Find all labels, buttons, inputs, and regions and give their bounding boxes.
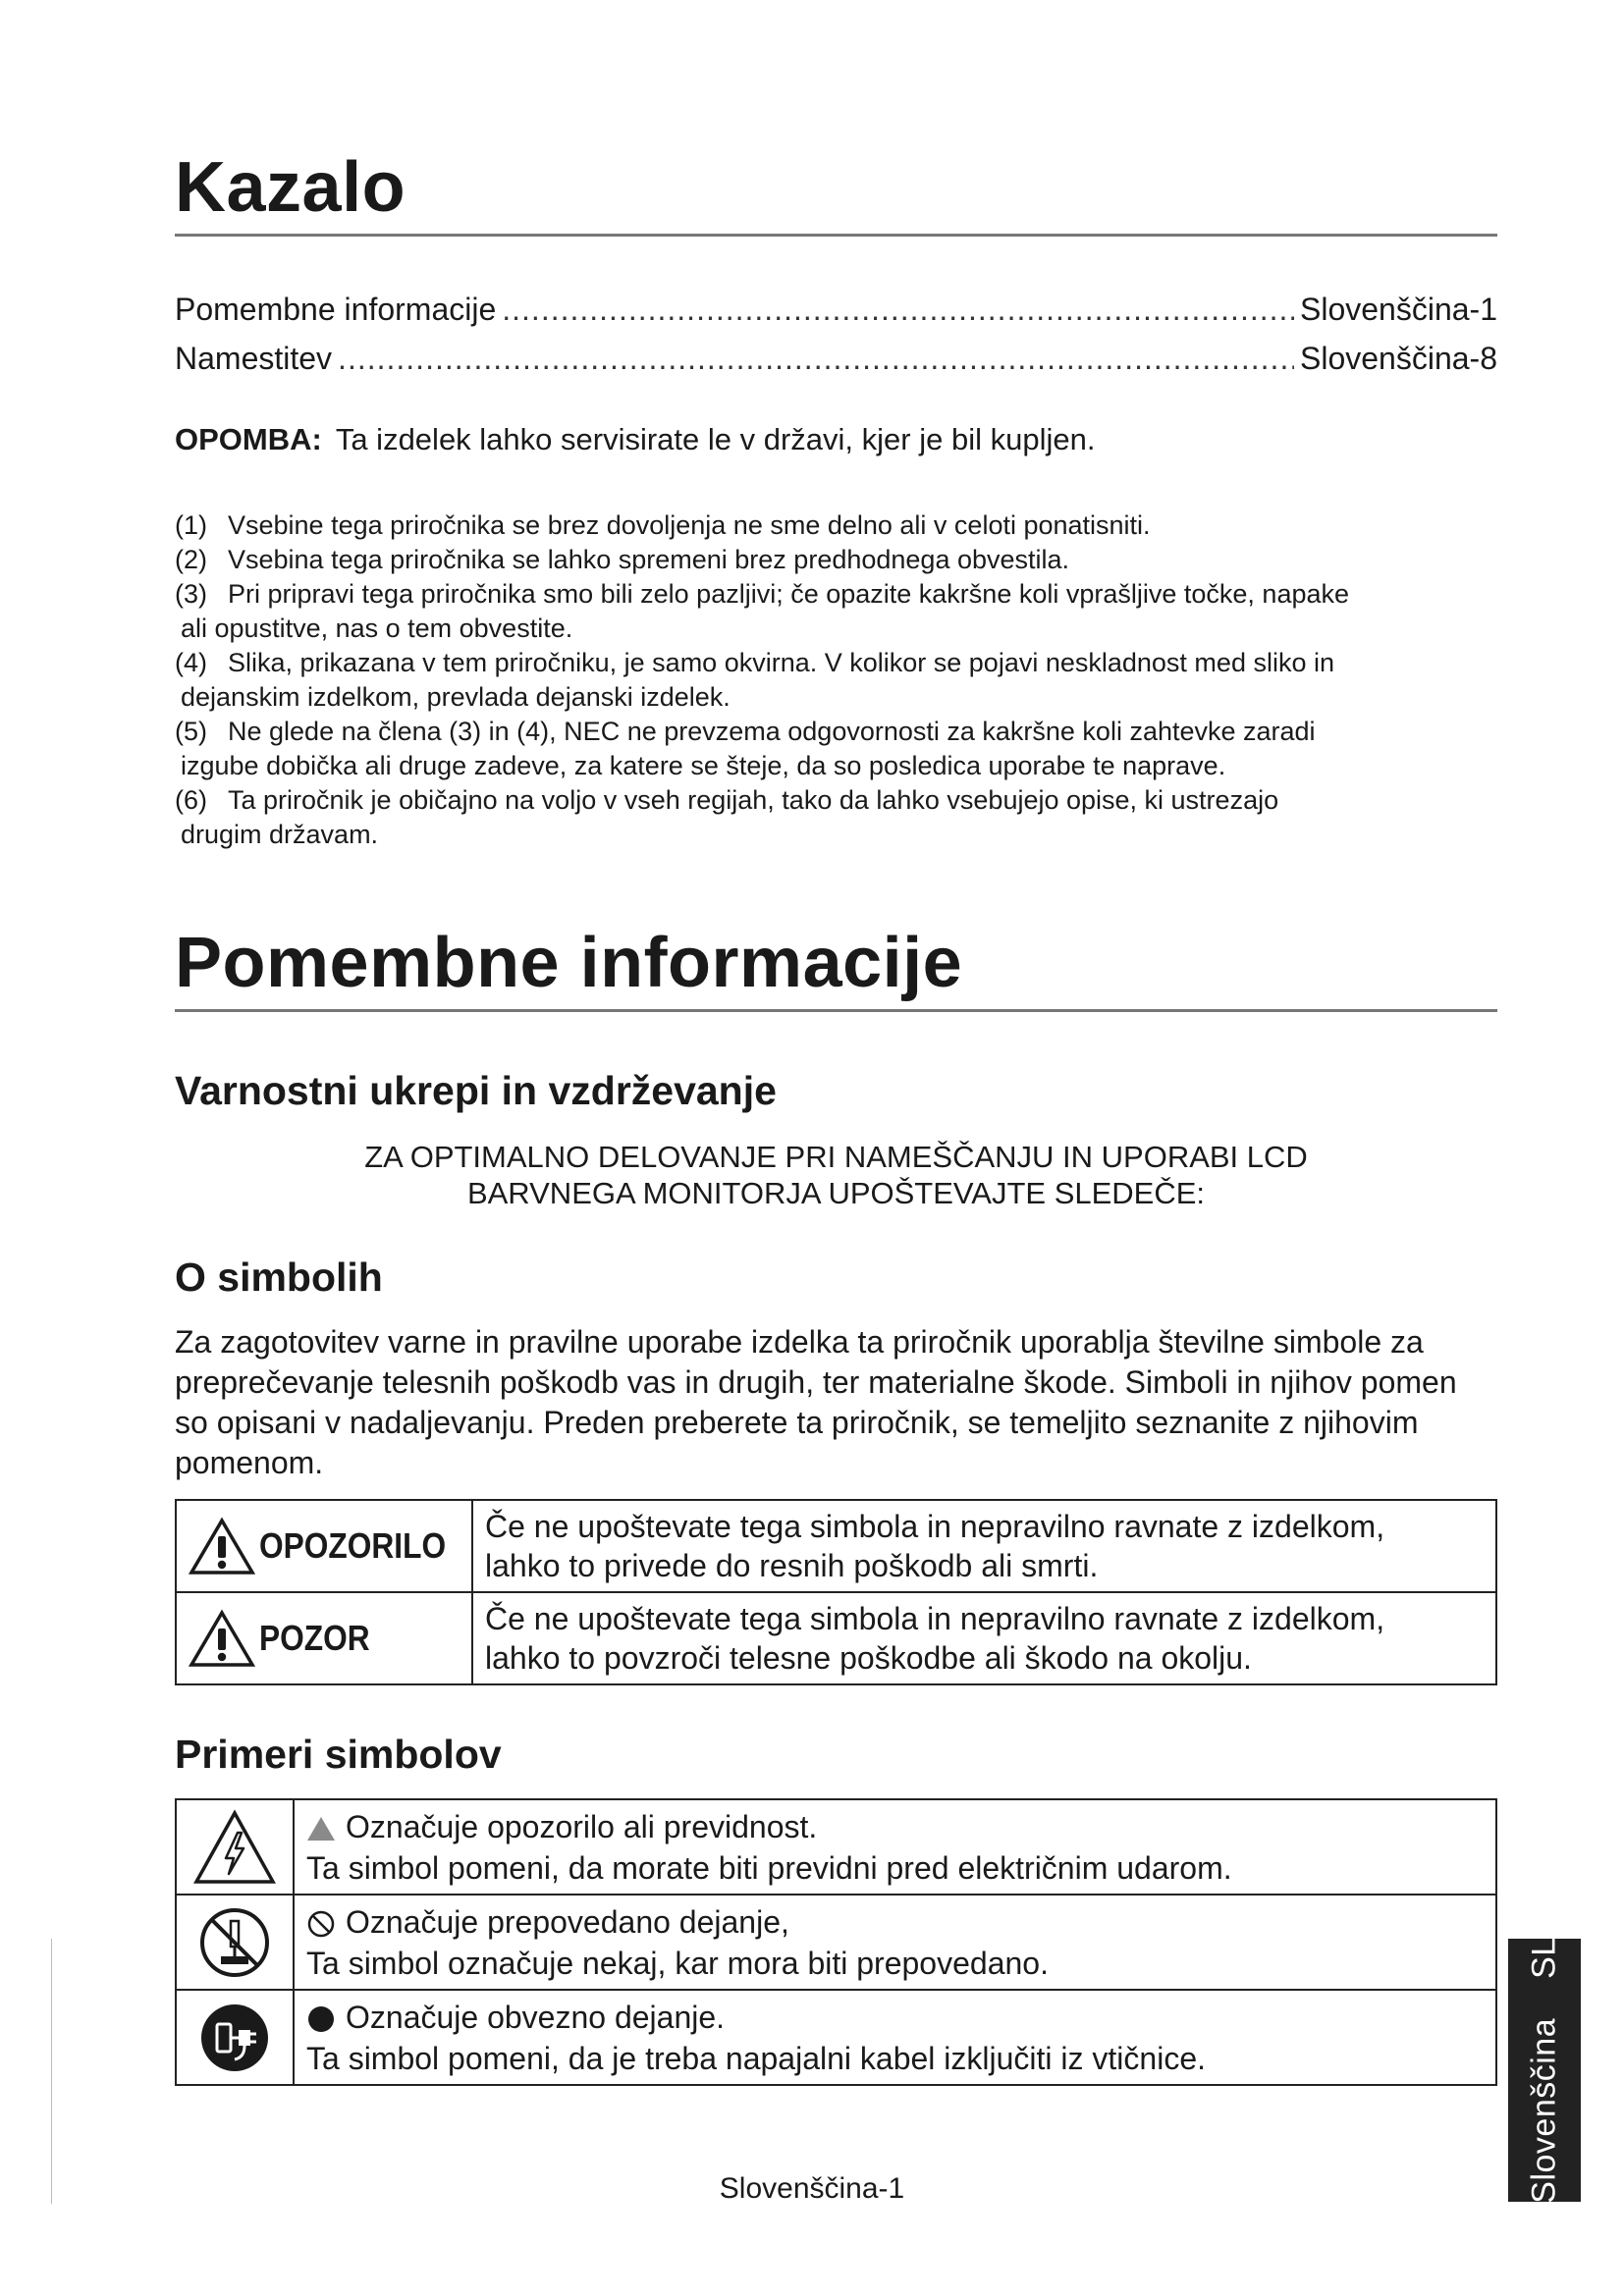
- note: [175, 422, 1095, 457]
- numbered-list: [175, 508, 1497, 852]
- symbol-explanation: Ta simbol pomeni, da morate biti previdni pred električnim udarom.: [306, 1849, 1232, 1886]
- unplug-icon: [197, 2001, 272, 2075]
- table-row: [176, 1799, 1496, 1895]
- list-text-continued: drugim državam.: [181, 820, 379, 849]
- list-item: [175, 543, 1497, 577]
- symbol-description: [294, 1990, 1496, 2085]
- safety-notice: [175, 1139, 1497, 1211]
- symbols-paragraph: Za zagotovitev varne in pravilne uporabe izdelka ta priročnik uporablja številne simbole za preprečevanje telesnih poškodb vas in drugih, ter materialne škode. Simboli in njihov pomen so opisani v nadaljevanju. Preden preberete ta priročnik, se temeljito seznanite z njihovim pomenom.: [175, 1324, 1457, 1480]
- symbol-explanation: Ta simbol označuje nekaj, kar mora biti prepovedano.: [306, 1945, 1049, 1981]
- symbol-explanation: Ta simbol pomeni, da je treba napajalni kabel izključiti iz vtičnice.: [306, 2040, 1206, 2076]
- subsection-title-symbols: O simbolih: [175, 1255, 383, 1300]
- margin-line: [51, 1939, 52, 2204]
- symbol-meaning: Označuje opozorilo ali previdnost.: [346, 1808, 818, 1844]
- list-number: (4): [175, 648, 207, 677]
- safety-notice-line: ZA OPTIMALNO DELOVANJE PRI NAMEŠČANJU IN UPORABI LCD: [364, 1140, 1308, 1174]
- toc-entry-page: Slovenščina-1: [1300, 292, 1497, 327]
- symbol-examples-table: [175, 1798, 1497, 2086]
- filled-circle-icon: [306, 2004, 336, 2034]
- list-text: Ne glede na člena (3) in (4), NEC ne prevzema odgovornosti za kakršne koli zahtevke zaradi: [228, 717, 1316, 746]
- warning-description-line: Če ne upoštevate tega simbola in nepravilno ravnate z izdelkom,: [485, 1509, 1385, 1544]
- symbol-meaning: Označuje prepovedano dejanje,: [346, 1903, 789, 1940]
- list-number: (3): [175, 579, 207, 609]
- symbol-description: [294, 1895, 1496, 1990]
- toc-entry-page: Slovenščina-8: [1300, 341, 1497, 376]
- warning-triangle-icon: [189, 1517, 255, 1575]
- toc-entry[interactable]: [175, 341, 1497, 390]
- list-item: [175, 783, 1497, 852]
- warning-description-line: Če ne upoštevate tega simbola in nepravilno ravnate z izdelkom,: [485, 1601, 1385, 1636]
- list-text-continued: izgube dobička ali druge zadeve, za katere se šteje, da so posledica uporabe te naprave.: [181, 751, 1226, 780]
- list-text: Pri pripravi tega priročnika smo bili zelo pazljivi; če opazite kakršne koli vprašljive točke, napake: [228, 579, 1350, 609]
- warning-triangle-icon: [189, 1609, 255, 1668]
- symbol-icon-cell: [176, 1990, 294, 2085]
- toc-leader-dots: [502, 292, 1294, 328]
- table-row: [176, 1895, 1496, 1990]
- toc-leader-dots: [338, 341, 1294, 377]
- warning-label-cell: [176, 1592, 472, 1684]
- list-item: [175, 508, 1497, 543]
- list-number: (6): [175, 785, 207, 815]
- warning-label-cell: [176, 1500, 472, 1592]
- note-text: Ta izdelek lahko servisirate le v državi, kjer je bil kupljen.: [335, 422, 1096, 456]
- list-text: Vsebina tega priročnika se lahko spremeni brez predhodnega obvestila.: [228, 545, 1070, 574]
- symbol-description: [294, 1799, 1496, 1895]
- safety-notice-line: BARVNEGA MONITORJA UPOŠTEVAJTE SLEDEČE:: [466, 1176, 1206, 1210]
- table-row: [176, 1592, 1496, 1684]
- toc-entry-label: Pomembne informacije: [175, 292, 497, 327]
- prohibition-icon: [306, 1909, 336, 1939]
- page-footer: Slovenščina-1: [719, 2172, 905, 2205]
- subsection-title-safety: Varnostni ukrepi in vzdrževanje: [175, 1068, 777, 1113]
- electric-shock-icon: [192, 1809, 277, 1886]
- toc-entry[interactable]: [175, 292, 1497, 341]
- warning-description: [472, 1592, 1496, 1684]
- table-of-contents: [175, 292, 1497, 390]
- toc-entry-label: Namestitev: [175, 341, 333, 376]
- no-disassembly-icon: [197, 1905, 272, 1980]
- table-row: [176, 1990, 1496, 2085]
- warning-description-line: lahko to privede do resnih poškodb ali smrti.: [485, 1548, 1099, 1583]
- list-text: Ta priročnik je običajno na voljo v vseh regijah, tako da lahko vsebujejo opise, ki ustrezajo: [228, 785, 1279, 815]
- toc-title: Kazalo: [175, 147, 1497, 237]
- caution-label: POZOR: [259, 1618, 370, 1658]
- symbol-icon-cell: [176, 1895, 294, 1990]
- list-item: [175, 577, 1497, 646]
- symbol-icon-cell: [176, 1799, 294, 1895]
- side-tab-language: Slovenščina: [1525, 2017, 1563, 2204]
- warning-description-line: lahko to povzroči telesne poškodbe ali škodo na okolju.: [485, 1640, 1252, 1676]
- warning-levels-table: [175, 1499, 1497, 1685]
- symbol-meaning: Označuje obvezno dejanje.: [346, 1999, 726, 2035]
- note-label: OPOMBA:: [175, 422, 322, 456]
- side-tab-code: SL: [1525, 1937, 1563, 1979]
- list-text: Vsebine tega priročnika se brez dovoljenja ne sme delno ali v celoti ponatisniti.: [228, 510, 1151, 540]
- warning-label: OPOZORILO: [259, 1525, 447, 1566]
- subsection-title-examples: Primeri simbolov: [175, 1732, 502, 1777]
- warning-description: [472, 1500, 1496, 1592]
- list-item: [175, 715, 1497, 783]
- list-text: Slika, prikazana v tem priročniku, je samo okvirna. V kolikor se pojavi neskladnost med sliko in: [228, 648, 1334, 677]
- list-text-continued: dejanskim izdelkom, prevlada dejanski izdelek.: [181, 682, 731, 712]
- list-number: (5): [175, 717, 207, 746]
- list-item: [175, 646, 1497, 715]
- triangle-icon: [306, 1816, 336, 1842]
- section-title: Pomembne informacije: [175, 923, 1497, 1012]
- list-number: (2): [175, 545, 207, 574]
- table-row: [176, 1500, 1496, 1592]
- list-text-continued: ali opustitve, nas o tem obvestite.: [181, 614, 573, 643]
- language-side-tab: [1508, 1939, 1581, 2202]
- list-number: (1): [175, 510, 207, 540]
